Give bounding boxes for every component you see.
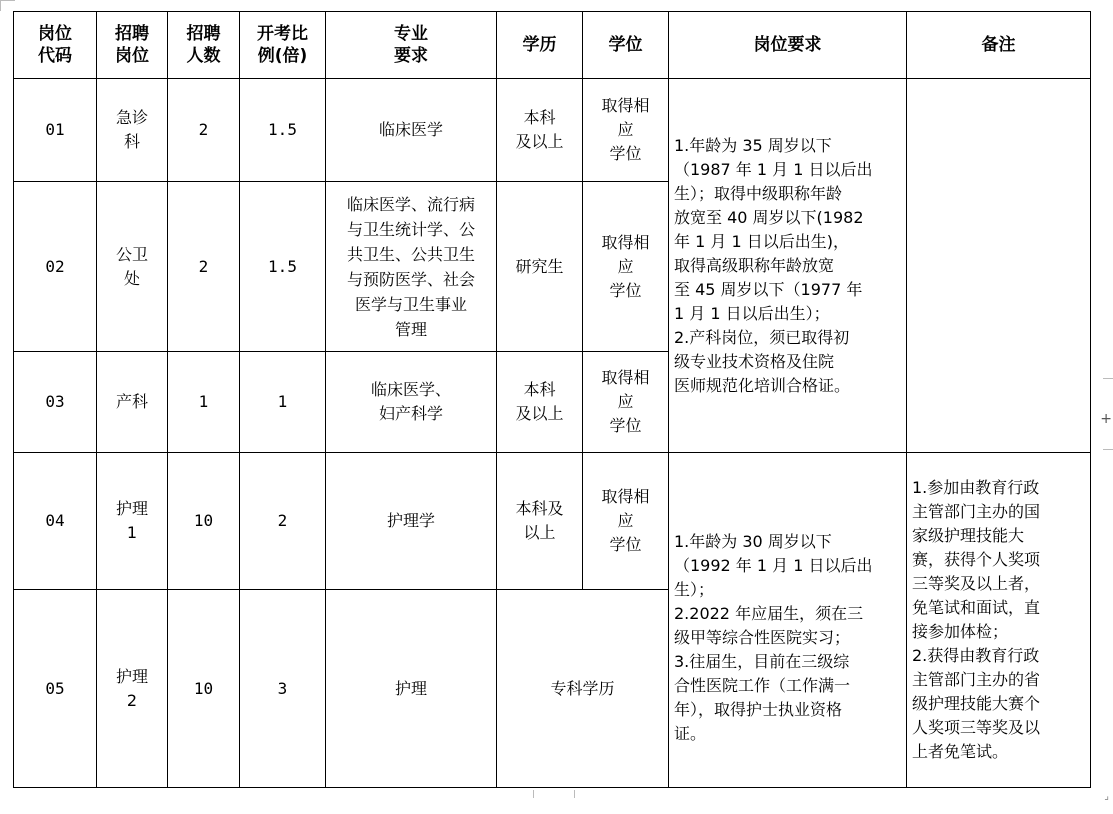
text-line: 本科 (523, 380, 556, 399)
cell-ratio: 1.5 (240, 182, 326, 352)
text-line: 1.年龄为 35 周岁以下 (674, 135, 832, 155)
text-line: 代码 (38, 46, 72, 66)
text-line: 与预防医学、社会 (346, 269, 475, 289)
text-line: 2.2022 年应届生，须在三 (674, 604, 864, 623)
cell-education (497, 352, 583, 453)
header-degree: 学位 (583, 12, 669, 79)
text-line: 临床医学、流行病 (346, 194, 475, 214)
text-line: 年），取得护士执业资格 (674, 700, 843, 719)
text-line: 及以上 (515, 404, 564, 423)
text-line: 级护理技能大赛个 (912, 694, 1041, 713)
text-line: 人数 (186, 46, 221, 66)
text-line: 急诊 (115, 108, 148, 127)
text-line: 主管部门主办的国 (912, 502, 1041, 521)
recruitment-table (13, 11, 1091, 788)
cell-count: 10 (168, 453, 240, 590)
header-count (168, 12, 240, 79)
text-line: 取得相 (601, 232, 650, 252)
text-line: 取得高级职称年龄放宽 (674, 255, 835, 275)
text-line: 合性医院工作（工作满一 (674, 676, 851, 695)
text-line: 医师规范化培训合格证。 (674, 375, 851, 395)
cell-remarks-group-b (907, 453, 1091, 788)
cell-post (97, 182, 168, 352)
text-line: 临床医学 (378, 120, 443, 139)
text-line: 招聘 (115, 24, 149, 44)
table-row (14, 453, 1091, 590)
header-row (14, 12, 1091, 79)
text-line: 主管部门主办的省 (912, 670, 1041, 689)
text-line: 2.获得由教育行政 (912, 646, 1040, 665)
text-line: 岗位 (38, 24, 72, 44)
cell-post (97, 79, 168, 182)
cell-degree (583, 79, 669, 182)
cell-requirements-group-b (669, 453, 907, 788)
cell-major (326, 79, 497, 182)
cell-major (326, 590, 497, 788)
text-line: 2.产科岗位，须已取得初 (674, 327, 850, 347)
header-education: 学历 (497, 12, 583, 79)
text-line: 上者免笔试。 (912, 742, 1009, 761)
text-line: 放宽至 40 周岁以下(1982 (674, 207, 864, 227)
text-line: 科 (123, 132, 140, 151)
text-line: 3.往届生，目前在三级综 (674, 652, 850, 671)
text-line: 招聘 (186, 24, 221, 44)
text-line: 护理 (115, 499, 148, 518)
page-corner-mark (0, 0, 15, 11)
text-line: 级甲等综合性医院实习； (674, 628, 851, 647)
text-line: 1 月 1 日以后出生）； (674, 303, 830, 323)
text-line: 取得相 (601, 96, 650, 115)
text-line: 级专业技术资格及住院 (674, 351, 835, 371)
text-line: 护理 (394, 678, 427, 698)
text-line: 取得相 (601, 487, 650, 506)
text-line: 处 (123, 268, 140, 288)
text-line: 年 1 月 1 日以后出生)， (674, 231, 849, 251)
text-line: 2 (126, 690, 138, 710)
text-line: 要求 (394, 46, 428, 66)
cell-education (497, 453, 583, 590)
cell-degree (583, 453, 669, 590)
cell-remarks-group-a (907, 79, 1091, 453)
text-line: 学位 (609, 280, 642, 300)
cell-ratio: 1 (240, 352, 326, 453)
cell-count: 10 (168, 590, 240, 788)
text-line: 公卫 (115, 244, 148, 264)
text-line: 学位 (609, 144, 642, 163)
cell-count: 2 (168, 182, 240, 352)
header-code (14, 12, 97, 79)
header-post (97, 12, 168, 79)
text-line: 证。 (674, 724, 707, 743)
text-line: 赛，获得个人奖项 (912, 550, 1041, 569)
text-line: 共卫生、公共卫生 (346, 244, 475, 264)
header-remarks: 备注 (907, 12, 1091, 79)
cell-education-degree: 专科学历 (497, 590, 669, 788)
text-line: 岗位 (115, 46, 149, 66)
cell-code: 04 (14, 453, 97, 590)
text-line: 妇产科学 (378, 404, 443, 423)
cell-degree (583, 182, 669, 352)
cell-education (497, 182, 583, 352)
text-line: 1 (126, 523, 138, 542)
text-line: 本科 (523, 108, 556, 127)
cell-major (326, 352, 497, 453)
cell-post (97, 453, 168, 590)
cell-code: 05 (14, 590, 97, 788)
cell-major (326, 182, 497, 352)
text-line: 人奖项三等奖及以 (912, 718, 1041, 737)
text-line: 应 (617, 511, 634, 530)
text-line: 应 (617, 392, 634, 411)
text-line: 医学与卫生事业 (354, 294, 467, 314)
cell-post (97, 590, 168, 788)
text-line: 生）； (674, 580, 715, 599)
text-line: 研究生 (515, 256, 564, 276)
header-ratio (240, 12, 326, 79)
table-row (14, 79, 1091, 182)
resize-handle-icon[interactable]: ⌟ (1104, 791, 1109, 802)
cell-requirements-group-a (669, 79, 907, 453)
cell-major (326, 453, 497, 590)
ruler-tick-mark (533, 790, 575, 798)
text-line: 与卫生统计学、公 (346, 219, 475, 239)
cell-degree (583, 352, 669, 453)
text-line: 三等奖及以上者， (912, 574, 1041, 593)
cell-code: 01 (14, 79, 97, 182)
text-line: 专业 (394, 24, 428, 44)
cell-ratio: 2 (240, 453, 326, 590)
header-requirements: 岗位要求 (669, 12, 907, 79)
text-line: 生）；取得中级职称年龄 (674, 183, 843, 203)
text-line: 接参加体检； (912, 622, 1009, 641)
text-line: 及以上 (515, 132, 564, 151)
text-line: 学位 (609, 535, 642, 554)
header-major (326, 12, 497, 79)
text-line: 1.年龄为 30 周岁以下 (674, 532, 832, 551)
text-line: （1992 年 1 月 1 日以后出 (674, 556, 873, 575)
cell-education (497, 79, 583, 182)
cell-count: 1 (168, 352, 240, 453)
text-line: 本科及 (515, 499, 564, 518)
cell-code: 03 (14, 352, 97, 453)
text-line: 临床医学、 (370, 380, 451, 399)
text-line: （1987 年 1 月 1 日以后出 (674, 159, 873, 179)
text-line: 管理 (394, 319, 427, 339)
text-line: 至 45 周岁以下（1977 年 (674, 279, 863, 299)
text-line: 以上 (523, 523, 556, 542)
text-line: 应 (617, 256, 634, 276)
text-line: 学位 (609, 416, 642, 435)
cell-post (97, 352, 168, 453)
text-line: 1.参加由教育行政 (912, 478, 1040, 497)
cell-ratio: 1.5 (240, 79, 326, 182)
text-line: 护理学 (386, 511, 435, 530)
text-line: 产科 (115, 392, 148, 411)
text-line: 应 (617, 120, 634, 139)
text-line: 免笔试和面试，直 (912, 598, 1041, 617)
add-row-icon[interactable]: + (1100, 411, 1112, 427)
text-line: 取得相 (601, 368, 650, 387)
text-line: 家级护理技能大 (912, 526, 1025, 545)
text-line: 开考比 (257, 24, 308, 44)
text-line: 例(倍) (257, 46, 308, 66)
cell-ratio: 3 (240, 590, 326, 788)
cell-code: 02 (14, 182, 97, 352)
text-line: 护理 (115, 666, 148, 686)
cell-count: 2 (168, 79, 240, 182)
